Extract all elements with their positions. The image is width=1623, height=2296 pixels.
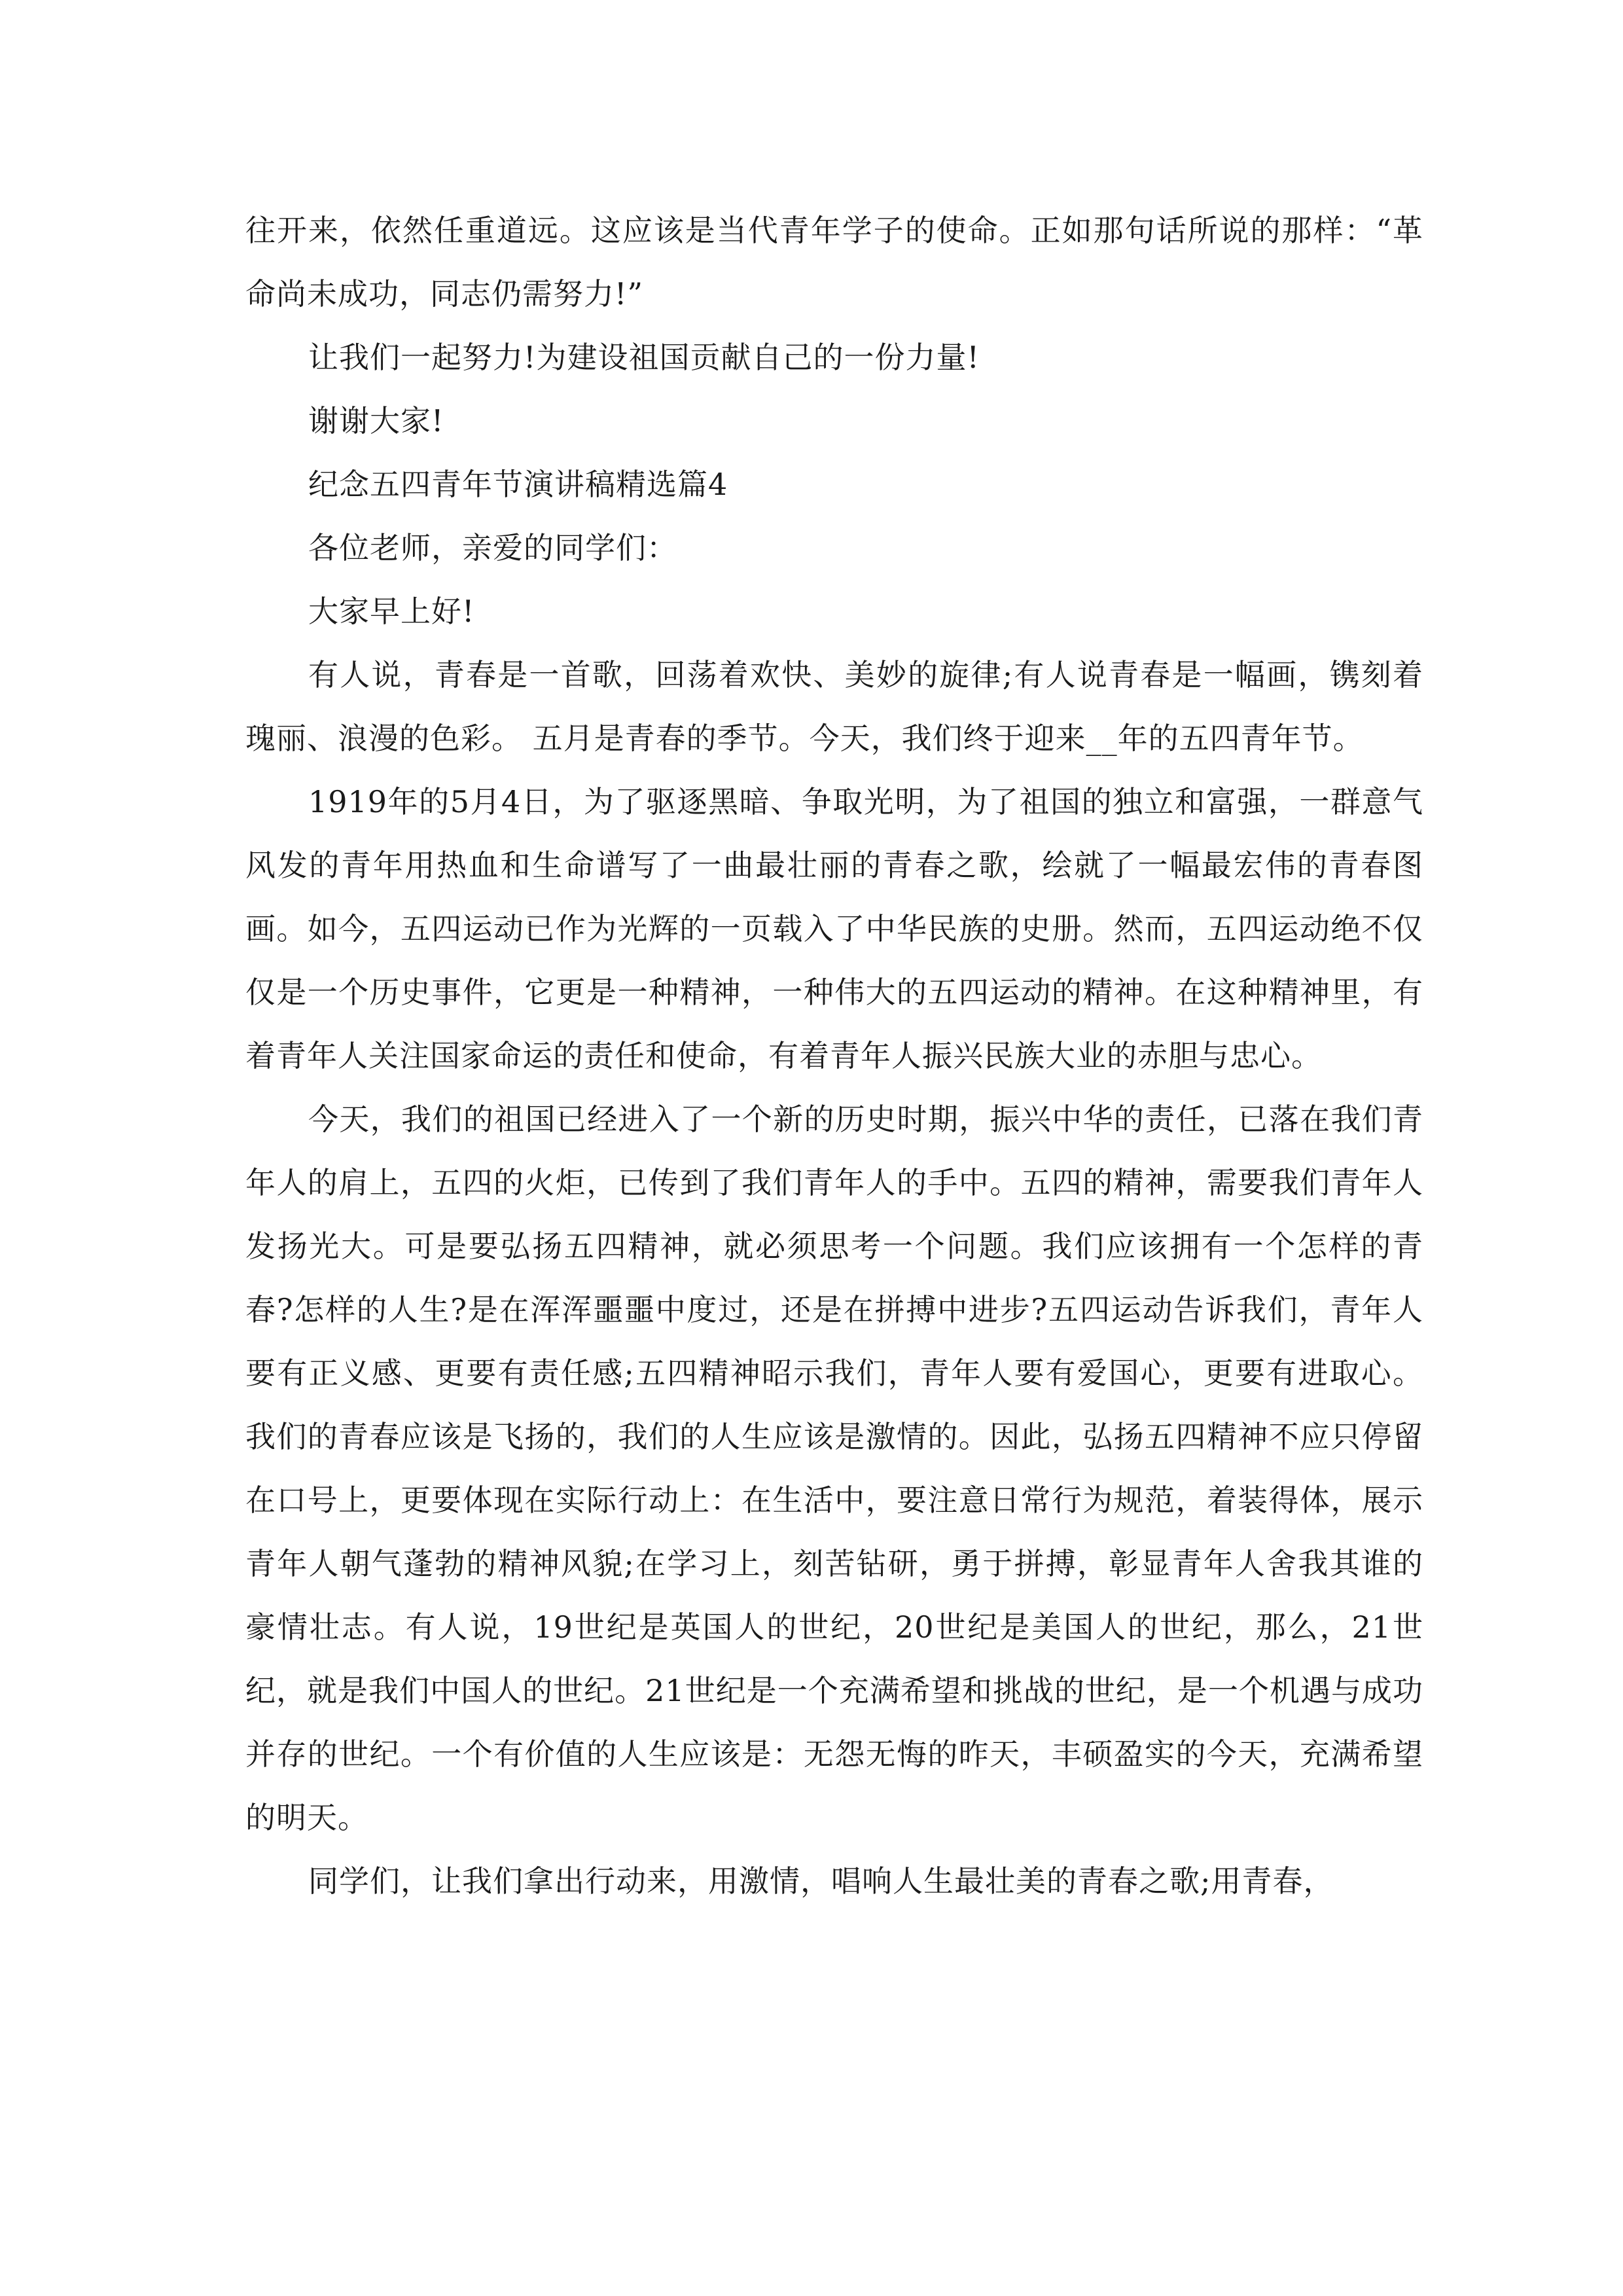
paragraph-closing: 同学们，让我们拿出行动来，用激情，唱响人生最壮美的青春之歌;用青春， [308, 1863, 1334, 1899]
paragraph-call-to-action: 让我们一起努力!为建设祖国贡献自己的一份力量! [308, 340, 980, 375]
document-body [245, 199, 1423, 1913]
paragraph-salutation: 各位老师，亲爱的同学们： [308, 530, 677, 565]
paragraph-greeting: 大家早上好! [308, 594, 475, 629]
paragraph-youth-song: 有人说，青春是一首歌，回荡着欢快、美妙的旋律;有人说青春是一幅画，镌刻着瑰丽、浪漫的色彩。 五月是青春的季节。今天，我们终于迎来__年的五四青年节。 [245, 657, 1423, 756]
paragraph-thanks: 谢谢大家! [308, 403, 444, 439]
paragraph-history: 1919年的5月4日，为了驱逐黑暗、争取光明，为了祖国的独立和富强，一群意气风发的青年用热血和生命谱写了一曲最壮丽的青春之歌，绘就了一幅最宏伟的青春图画。如今，五四运动已作为光辉的一页载入了中华民族的史册。然而，五四运动绝不仅仅是一个历史事件，它更是一种精神，一种伟大的五四运动的精神。在这种精神里，有着青年人关注国家命运的责任和使命，有着青年人振兴民族大业的赤胆与忠心。 [245, 784, 1423, 1073]
paragraph-today: 今天，我们的祖国已经进入了一个新的历史时期，振兴中华的责任，已落在我们青年人的肩上，五四的火炬，已传到了我们青年人的手中。五四的精神，需要我们青年人发扬光大。可是要弘扬五四精神，就必须思考一个问题。我们应该拥有一个怎样的青春?怎样的人生?是在浑浑噩噩中度过，还是在拼搏中进步?五四运动告诉我们，青年人要有正义感、更要有责任感;五四精神昭示我们，青年人要有爱国心，更要有进取心。我们的青春应该是飞扬的，我们的人生应该是激情的。因此，弘扬五四精神不应只停留在口号上，更要体现在实际行动上：在生活中，要注意日常行为规范，着装得体，展示青年人朝气蓬勃的精神风貌;在学习上，刻苦钻研，勇于拼搏，彰显青年人舍我其谁的豪情壮志。有人说，19世纪是英国人的世纪，20世纪是美国人的世纪，那么，21世纪，就是我们中国人的世纪。21世纪是一个充满希望和挑战的世纪，是一个机遇与成功并存的世纪。一个有价值的人生应该是：无怨无悔的昨天，丰硕盈实的今天，充满希望的明天。 [245, 1102, 1423, 1835]
section-heading: 纪念五四青年节演讲稿精选篇4 [308, 467, 728, 502]
paragraph-continuation: 往开来，依然任重道远。这应该是当代青年学子的使命。正如那句话所说的那样：“革命尚未成功，同志仍需努力!” [245, 213, 1423, 312]
